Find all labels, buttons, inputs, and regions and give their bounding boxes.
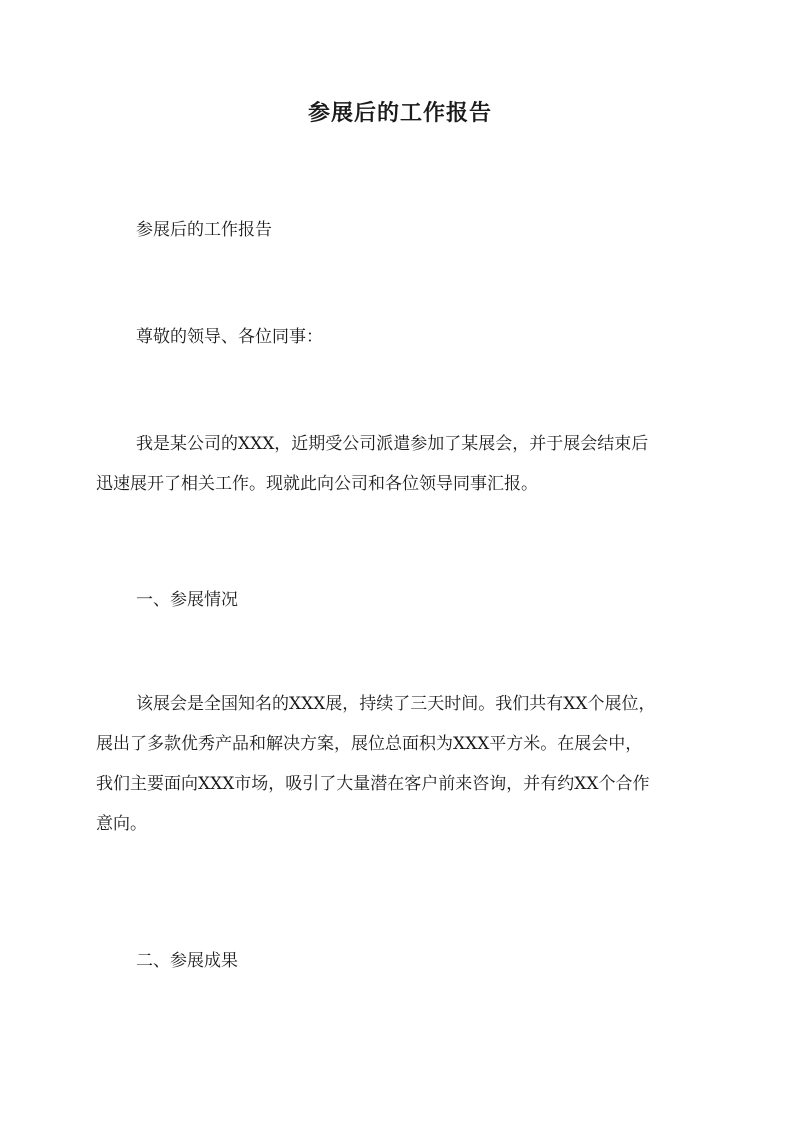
section1-line: 展出了多款优秀产品和解决方案，展位总面积为XXX平方米。在展会中， — [96, 734, 643, 754]
section1-paragraph — [96, 684, 696, 844]
intro-line: 我是某公司的XXX，近期受公司派遣参加了某展会，并于展会结束后 — [136, 434, 649, 454]
document-subtitle: 参展后的工作报告 — [136, 220, 272, 240]
section-heading-1: 一、参展情况 — [136, 590, 238, 610]
section1-line: 意向。 — [96, 814, 147, 834]
greeting-line: 尊敬的领导、各位同事： — [136, 327, 323, 347]
section1-line: 我们主要面向XXX市场，吸引了大量潜在客户前来咨询，并有约XX个合作 — [96, 774, 650, 794]
document-title: 参展后的工作报告 — [307, 100, 492, 126]
intro-line: 迅速展开了相关工作。现就此向公司和各位领导同事汇报。 — [96, 474, 538, 494]
section-heading-2: 二、参展成果 — [136, 951, 238, 971]
intro-paragraph — [96, 424, 696, 504]
section1-line: 该展会是全国知名的XXX展，持续了三天时间。我们共有XX个展位， — [136, 694, 656, 714]
